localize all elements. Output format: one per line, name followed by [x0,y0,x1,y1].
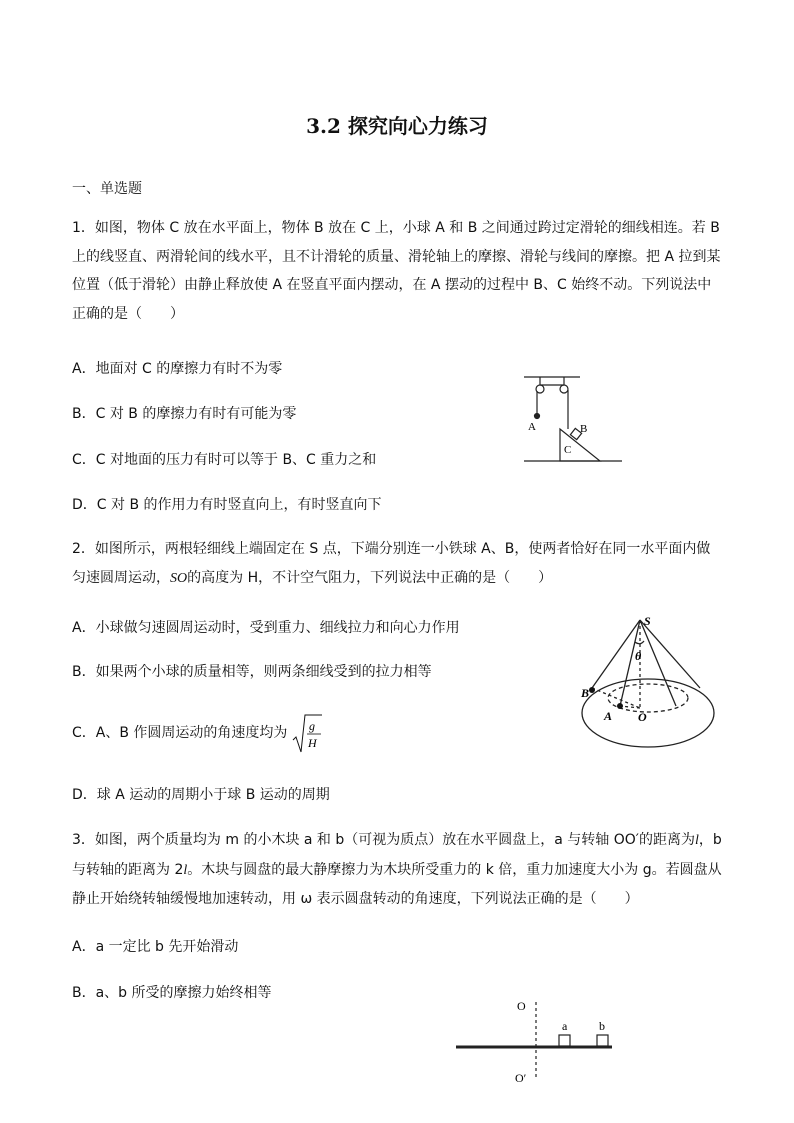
q2-option-a: A．小球做匀速圆周运动时，受到重力、细线拉力和向心力作用 [72,620,460,636]
q2-option-d: D．球 A 运动的周期小于球 B 运动的周期 [72,787,330,803]
q3-l2: l [183,862,188,878]
conical-pendulum-figure [578,610,720,750]
q2-stem-b: 的高度为 H，不计空气阻力，下列说法中正确的是（ ） [187,569,553,586]
rotating-disk-figure [452,990,622,1090]
label-a: a [562,1019,568,1033]
label-c: C [564,444,572,456]
q2-stem-a: 2．如图所示，两根轻细线上端固定在 S 点，下端分别连一小铁球 A、B，使两者恰好在同一水平面内做匀速圆周运动， [72,541,711,586]
question-1-stem: 1．如图，物体 C 放在水平面上，物体 B 放在 C 上，小球 A 和 B 之间通过跨过定滑轮的细线相连。若 B 上的线竖直、两滑轮间的线水平，且不计滑轮的质量、滑轮轴上的摩擦、滑轮与线间的摩擦。把 A 拉到某位置（低于滑轮）由静止释放使 A 在竖直平面内摆动，在 A 摆动的过程中 B、C 始终不动。下列说法中正确的是（ ） [72,220,721,322]
label-b: B [581,686,590,700]
formula-numerator: g [308,719,315,733]
q2-option-c-text: C．A、B 作圆周运动的角速度均为 [72,725,288,741]
q3-l1: l [694,833,699,848]
label-b: b [599,1019,605,1033]
label-a: A [604,709,613,723]
label-b: B [580,423,588,435]
q1-option-a: A．地面对 C 的摩擦力有时不为零 [72,361,283,377]
q1-option-b: B．C 对 B 的摩擦力有时有可能为零 [72,406,297,422]
label-theta: θ [635,649,642,663]
q3-option-b: B．a、b 所受的摩擦力始终相等 [72,985,272,1001]
q3-option-a: A．a 一定比 b 先开始滑动 [72,939,239,955]
label-a: A [528,421,536,433]
question-3-stem [72,826,722,914]
q1-option-c: C．C 对地面的压力有时可以等于 B、C 重力之和 [72,452,377,468]
question-2-stem [72,535,722,593]
label-o: O [638,710,647,724]
q3-stem-a: 3．如图，两个质量均为 m 的小木块 a 和 b（可视为质点）放在水平圆盘上，a 与转轴 OO′的距离为 [72,832,695,848]
label-o-prime: O′ [515,1071,527,1085]
q2-option-c [72,712,322,754]
q2-so: SO [170,570,188,586]
formula-denominator: H [307,736,317,750]
section-heading: 一、单选题 [72,181,142,197]
page-title: 3.2 探究向心力练习 [306,114,488,138]
q3-stem-c: 。木块与圆盘的最大静摩擦力为木块所受重力的 k 倍，重力加速度大小为 g。若圆盘从静止开始绕转轴缓慢地加速转动，用 ω 表示圆盘转动的角速度，下列说法正确的是（ ） [72,861,722,907]
label-o: O [517,999,526,1013]
q2-option-b: B．如果两个小球的质量相等，则两条细线受到的拉力相等 [72,664,432,680]
label-s: S [644,614,651,628]
sqrt-g-over-h-formula [292,712,322,754]
pulley-incline-figure [518,373,628,465]
q1-option-d: D．C 对 B 的作用力有时竖直向上，有时竖直向下 [72,497,382,513]
q3-stem-b: ，b 与转轴的距离为 2 [72,832,722,878]
